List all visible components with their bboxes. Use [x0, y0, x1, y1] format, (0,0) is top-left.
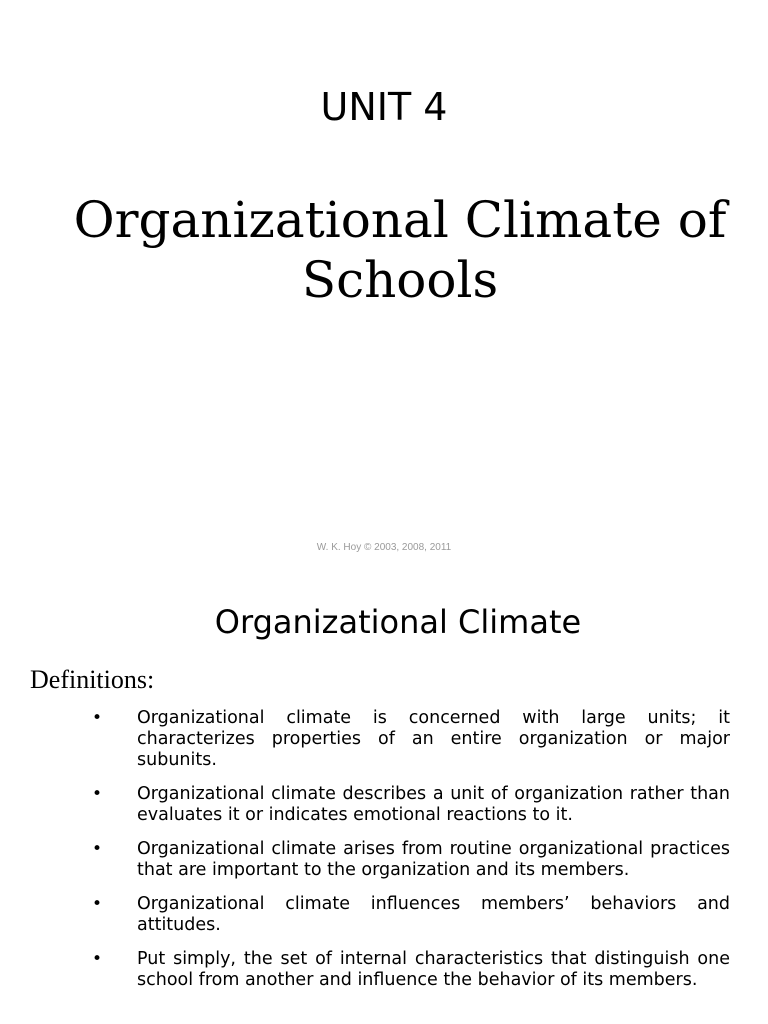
copyright-notice: W. K. Hoy © 2003, 2008, 2011: [316, 542, 452, 553]
bullet-text: Organizational climate influences members’ behaviors and attitudes.: [137, 894, 730, 935]
list-item: [0, 708, 730, 771]
bullet-icon: •: [92, 708, 103, 728]
bullet-icon: •: [92, 839, 103, 859]
list-item: [0, 784, 730, 826]
list-item: [0, 949, 730, 991]
slide-title: Organizational Climate: [214, 603, 582, 641]
list-item: [0, 839, 730, 881]
list-item: [0, 894, 730, 936]
definitions-label: Definitions:: [30, 665, 155, 694]
bullet-text: Put simply, the set of internal characteristics that distinguish one school from another and influence the behavior of its members.: [137, 949, 730, 990]
bullet-text: Organizational climate is concerned with large units; it characterizes properties of an entire organization or major subunits.: [137, 708, 730, 770]
definition-list: [0, 708, 768, 1004]
definitions-slide: [0, 578, 768, 1024]
main-title: Organizational Climate of Schools: [73, 191, 727, 309]
bullet-icon: •: [92, 949, 103, 969]
unit-title: UNIT 4: [320, 85, 448, 129]
bullet-text: Organizational climate arises from routine organizational practices that are important to the organization and its members.: [137, 839, 730, 880]
bullet-icon: •: [92, 784, 103, 804]
bullet-text: Organizational climate describes a unit of organization rather than evaluates it or indicates emotional reactions to it.: [137, 784, 730, 825]
bullet-icon: •: [92, 894, 103, 914]
